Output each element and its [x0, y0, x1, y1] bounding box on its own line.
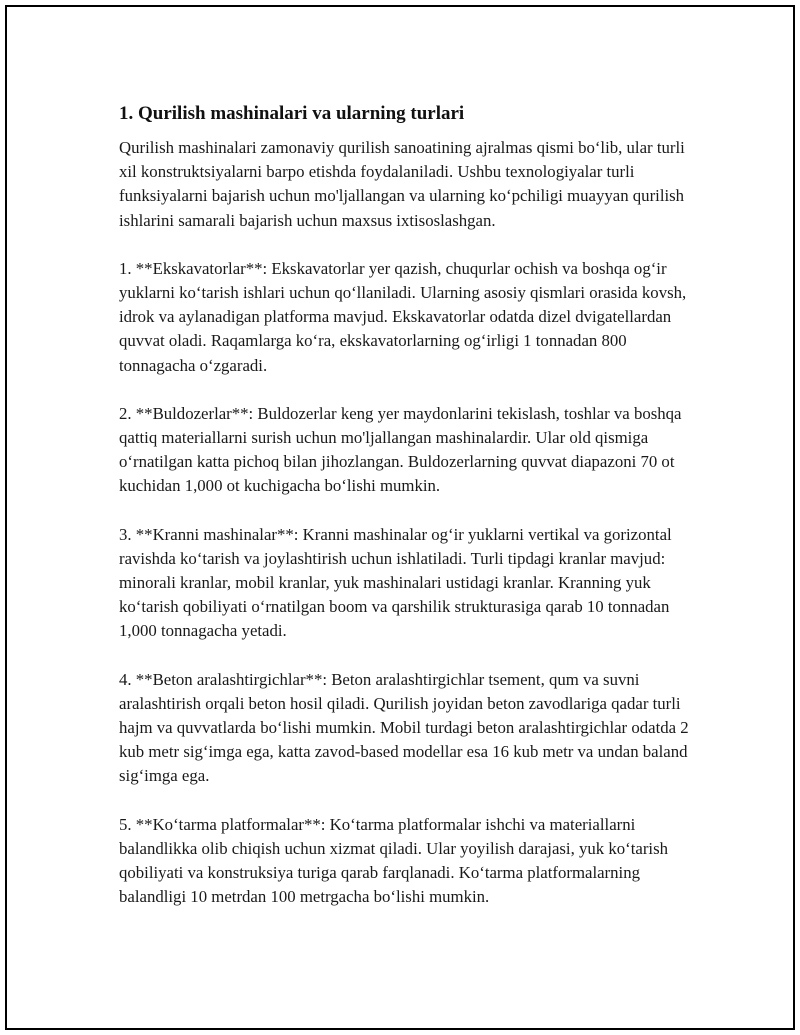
document-body: [119, 93, 699, 933]
page-frame: [5, 5, 795, 1030]
concrete-mixers-paragraph: 4. **Beton aralashtirgichlar**: Beton aralashtirgichlar tsement, qum va suvni aralashtirish orqali beton hosil qiladi. Qurilish joyidan beton zavodlariga qadar turli hajm va quvvatlarda bo‘lishi mumkin. Mobil turdagi beton aralashtirgichlar odatda 2 kub metr sig‘imga ega, katta zavod-based modellar esa 16 kub metr va undan baland sig‘imga ega.: [119, 669, 689, 786]
excavators-paragraph: 1. **Ekskavatorlar**: Ekskavatorlar yer qazish, chuqurlar ochish va boshqa og‘ir yuklarni ko‘tarish ishlari uchun qo‘llaniladi. Ularning asosiy qismlari orasida kovsh, idrok va aylanadigan platforma mavjud. Ekskavatorlar odatda dizel dvigatellardan quvvat oladi. Raqamlarga ko‘ra, ekskavatorlarning og‘irligi 1 tonnadan 800 tonnagacha o‘zgaradi.: [119, 258, 687, 375]
cranes-paragraph: 3. **Kranni mashinalar**: Kranni mashinalar og‘ir yuklarni vertikal va gorizontal ravishda ko‘tarish va joylashtirish uchun ishlatiladi. Turli tipdagi kranlar mavjud: minorali kranlar, mobil kranlar, yuk mashinalari ustidagi kranlar. Kranning yuk ko‘tarish qobiliyati o‘rnatilgan boom va qarshilik strukturasiga qarab 10 tonnadan 1,000 tonnagacha yetadi.: [119, 524, 672, 641]
bulldozers-paragraph: 2. **Buldozerlar**: Buldozerlar keng yer maydonlarini tekislash, toshlar va boshqa qattiq materiallarni surish uchun mo'ljallangan mashinalardir. Ular old qismiga o‘rnatilgan katta pichoq bilan jihozlangan. Buldozerlarning quvvat diapazoni 70 ot kuchidan 1,000 ot kuchigacha bo‘lishi mumkin.: [119, 403, 682, 496]
lift-platforms-paragraph: 5. **Ko‘tarma platformalar**: Ko‘tarma platformalar ishchi va materiallarni balandlikka olib chiqish uchun xizmat qiladi. Ular yoyilish darajasi, yuk ko‘tarish qobiliyati va konstruksiya turiga qarab farqlanadi. Ko‘tarma platformalarning balandligi 10 metrdan 100 metrgacha bo‘lishi mumkin.: [119, 814, 669, 907]
intro-paragraph: Qurilish mashinalari zamonaviy qurilish sanoatining ajralmas qismi bo‘lib, ular turli xil konstruktsiyalarni barpo etishda foydalaniladi. Ushbu texnologiyalar turli funksiyalarni bajarish uchun mo'ljallangan va ularning ko‘pchiligi muayyan qurilish ishlarini samarali bajarish uchun maxsus ixtisoslashgan.: [119, 138, 685, 230]
section-heading: 1. Qurilish mashinalari va ularning turlari: [119, 103, 465, 124]
